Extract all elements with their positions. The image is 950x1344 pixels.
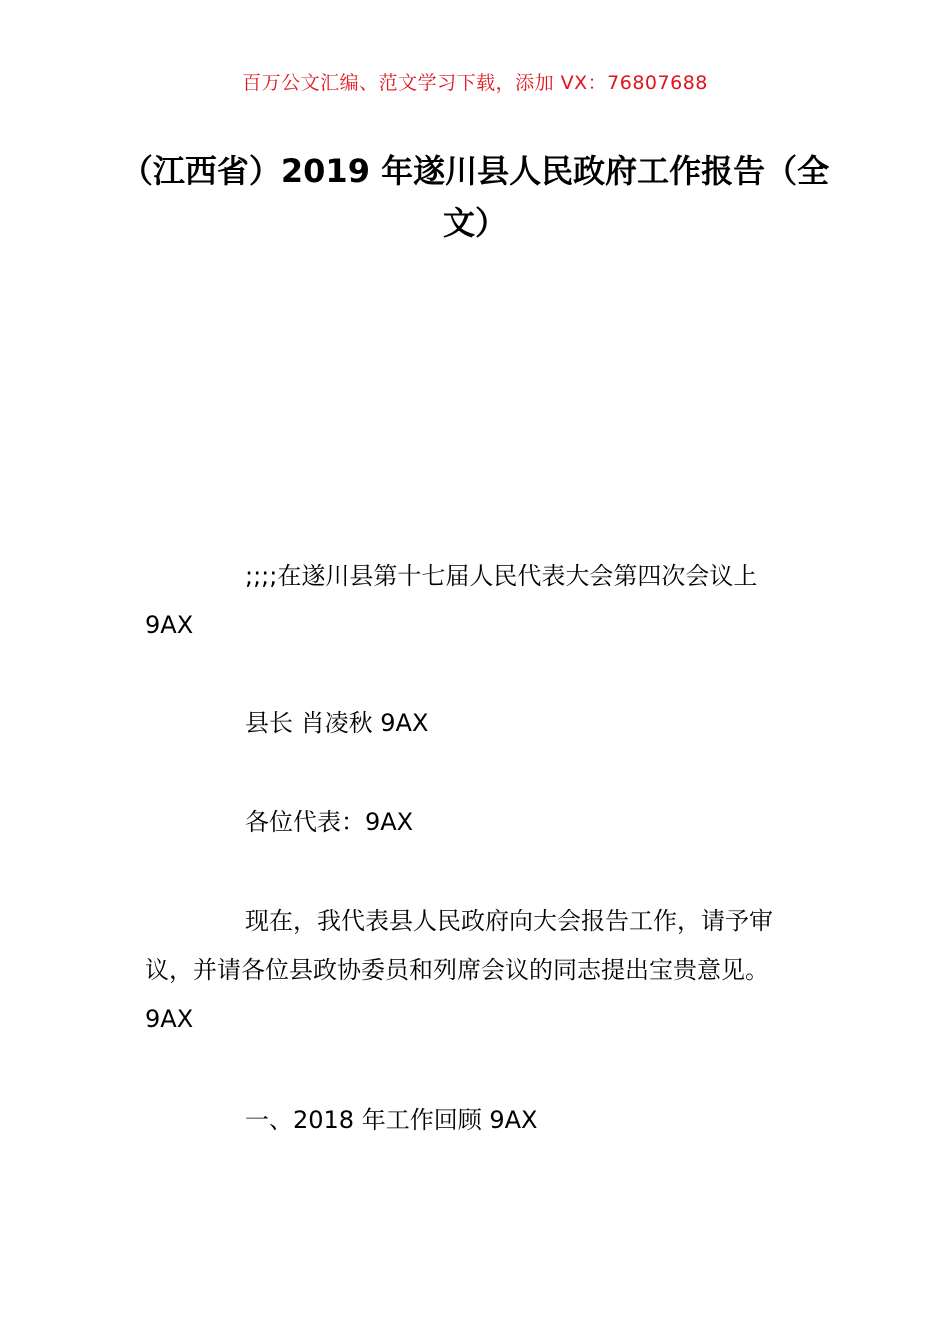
section-heading: 一、2018 年工作回顾 9AX bbox=[245, 1106, 538, 1134]
document-title: （江西省）2019 年遂川县人民政府工作报告（全文） bbox=[120, 152, 830, 242]
header-notice: 百万公文汇编、范文学习下载，添加 VX：76807688 bbox=[242, 72, 708, 94]
speaker-line: 县长 肖凌秋 9AX bbox=[245, 709, 429, 737]
session-line: ;;;;在遂川县第十七届人民代表大会第四次会议上 9AX bbox=[145, 562, 758, 639]
intro-paragraph: 现在，我代表县人民政府向大会报告工作，请予审议，并请各位县政协委员和列席会议的同志提出宝贵意见。9AX bbox=[145, 907, 773, 1033]
salutation-line: 各位代表：9AX bbox=[245, 808, 414, 836]
